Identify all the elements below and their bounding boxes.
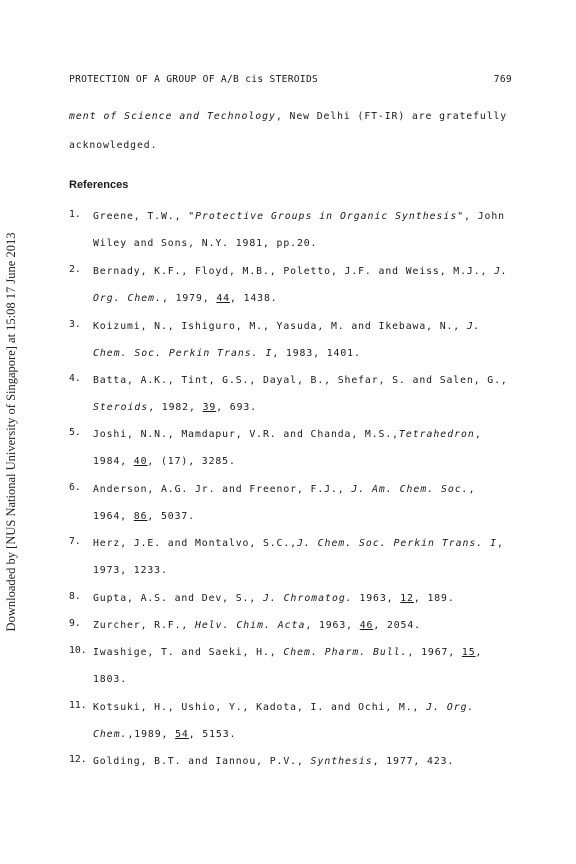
reference-details: , 1984, <box>93 429 482 468</box>
reference-volume: 86 <box>133 511 148 523</box>
reference-journal: J. Org. Chem. <box>93 266 508 305</box>
reference-details: 1963, <box>352 593 401 604</box>
intro-italic: ment of Science and Technology <box>69 111 276 122</box>
reference-entry <box>93 258 509 312</box>
reference-pages: , 1803. <box>93 647 483 686</box>
reference-number: 4. <box>69 373 81 384</box>
reference-number: 12. <box>69 754 87 765</box>
reference-details: , 1973, 1233. <box>93 538 504 577</box>
intro-line-1 <box>69 111 507 122</box>
reference-details: , 1983, 1401. <box>272 348 361 360</box>
reference-journal: Synthesis <box>310 756 373 767</box>
reference-authors: Zurcher, R.F., <box>93 620 195 631</box>
running-title: PROTECTION OF A GROUP OF A/B cis STEROIDS <box>69 74 319 85</box>
reference-pages: , 189. <box>413 593 455 604</box>
reference-journal: Helv. Chim. Acta <box>194 620 306 631</box>
reference-details: , 1979, <box>161 293 217 305</box>
reference-number: 2. <box>69 264 81 275</box>
reference-number: 10. <box>69 645 87 656</box>
reference-authors: Joshi, N.N., Mamdapur, V.R. and Chanda, M.S., <box>93 429 399 440</box>
reference-entry <box>93 639 509 693</box>
reference-volume: 15 <box>461 647 476 658</box>
references-heading: References <box>69 179 129 191</box>
reference-volume: 46 <box>359 620 374 631</box>
reference-details: , 1977, 423. <box>372 756 455 767</box>
reference-journal: Chem. Pharm. Bull. <box>283 647 408 658</box>
reference-journal: J. Chem. Soc. Perkin Trans. I <box>296 538 498 549</box>
reference-entry <box>93 748 509 775</box>
reference-details: , 1964, <box>93 484 476 523</box>
reference-number: 8. <box>69 591 81 602</box>
page-number: 769 <box>493 74 512 85</box>
reference-entry <box>93 313 509 367</box>
intro-rest: , New Delhi (FT-IR) are gratefully <box>275 111 508 122</box>
reference-pages: , 5153. <box>188 729 237 741</box>
reference-pages: , 1438. <box>229 293 278 305</box>
reference-pages: , 2054. <box>373 620 421 631</box>
reference-details: , 1967, <box>407 647 462 658</box>
reference-journal: J. Am. Chem. Soc. <box>351 484 469 495</box>
reference-journal: J. Chromatog. <box>262 593 353 604</box>
reference-pages: , 5037. <box>147 511 195 523</box>
reference-authors: Batta, A.K., Tint, G.S., Dayal, B., Shefar, S. and Salen, G., <box>93 375 508 386</box>
reference-details: , John Wiley and Sons, N.Y. 1981, pp.20. <box>93 211 505 250</box>
running-header <box>69 74 512 85</box>
reference-pages: , 693. <box>216 402 257 414</box>
reference-authors: Koizumi, N., Ishiguro, M., Yasuda, M. and Ikebawa, N., <box>93 321 467 332</box>
reference-details: , 1963, <box>305 620 360 631</box>
reference-entry <box>93 476 509 530</box>
reference-authors: Kotsuki, H., Ushio, Y., Kadota, I. and Ochi, M., <box>93 702 427 713</box>
reference-entry <box>93 612 509 639</box>
reference-number: 6. <box>69 482 81 493</box>
reference-entry <box>93 585 509 612</box>
reference-authors: Herz, J.E. and Montalvo, S.C., <box>93 538 297 549</box>
reference-number: 1. <box>69 209 81 220</box>
reference-number: 5. <box>69 427 81 438</box>
reference-journal: J. Org. Chem. <box>93 702 475 741</box>
download-watermark: Downloaded by [NUS National University of Singapore] at 15:08 17 June 2013 <box>4 232 18 632</box>
reference-authors: Iwashige, T. and Saeki, H., <box>93 647 284 658</box>
reference-pages: , (17), 3285. <box>147 456 236 468</box>
reference-journal: Steroids <box>93 402 149 414</box>
reference-details: ,1989, <box>127 729 176 741</box>
reference-number: 3. <box>69 319 81 330</box>
reference-details: , 1982, <box>148 402 203 414</box>
reference-authors: Bernady, K.F., Floyd, M.B., Poletto, J.F. and Weiss, M.J., <box>93 266 495 277</box>
reference-entry <box>93 203 509 257</box>
reference-volume: 39 <box>202 402 217 414</box>
reference-authors: Golding, B.T. and Iannou, P.V., <box>93 756 311 767</box>
reference-entry <box>93 530 509 584</box>
reference-volume: 54 <box>175 729 189 741</box>
reference-authors: Gupta, A.S. and Dev, S., <box>93 593 263 604</box>
reference-volume: 40 <box>133 456 148 468</box>
reference-number: 9. <box>69 618 81 629</box>
reference-authors: Anderson, A.G. Jr. and Freenor, F.J., <box>93 484 352 495</box>
reference-volume: 44 <box>216 293 230 305</box>
intro-line-2: acknowledged. <box>69 140 158 151</box>
reference-volume: 12 <box>400 593 414 604</box>
reference-authors: Greene, T.W., <box>93 211 189 222</box>
reference-number: 11. <box>69 700 87 711</box>
reference-journal: "Protective Groups in Organic Synthesis" <box>188 211 465 222</box>
reference-journal: Tetrahedron <box>398 429 475 440</box>
reference-journal: J. Chem. Soc. Perkin Trans. I <box>93 321 481 360</box>
reference-entry <box>93 694 509 748</box>
reference-entry <box>93 421 509 475</box>
reference-entry <box>93 367 509 421</box>
reference-number: 7. <box>69 536 81 547</box>
